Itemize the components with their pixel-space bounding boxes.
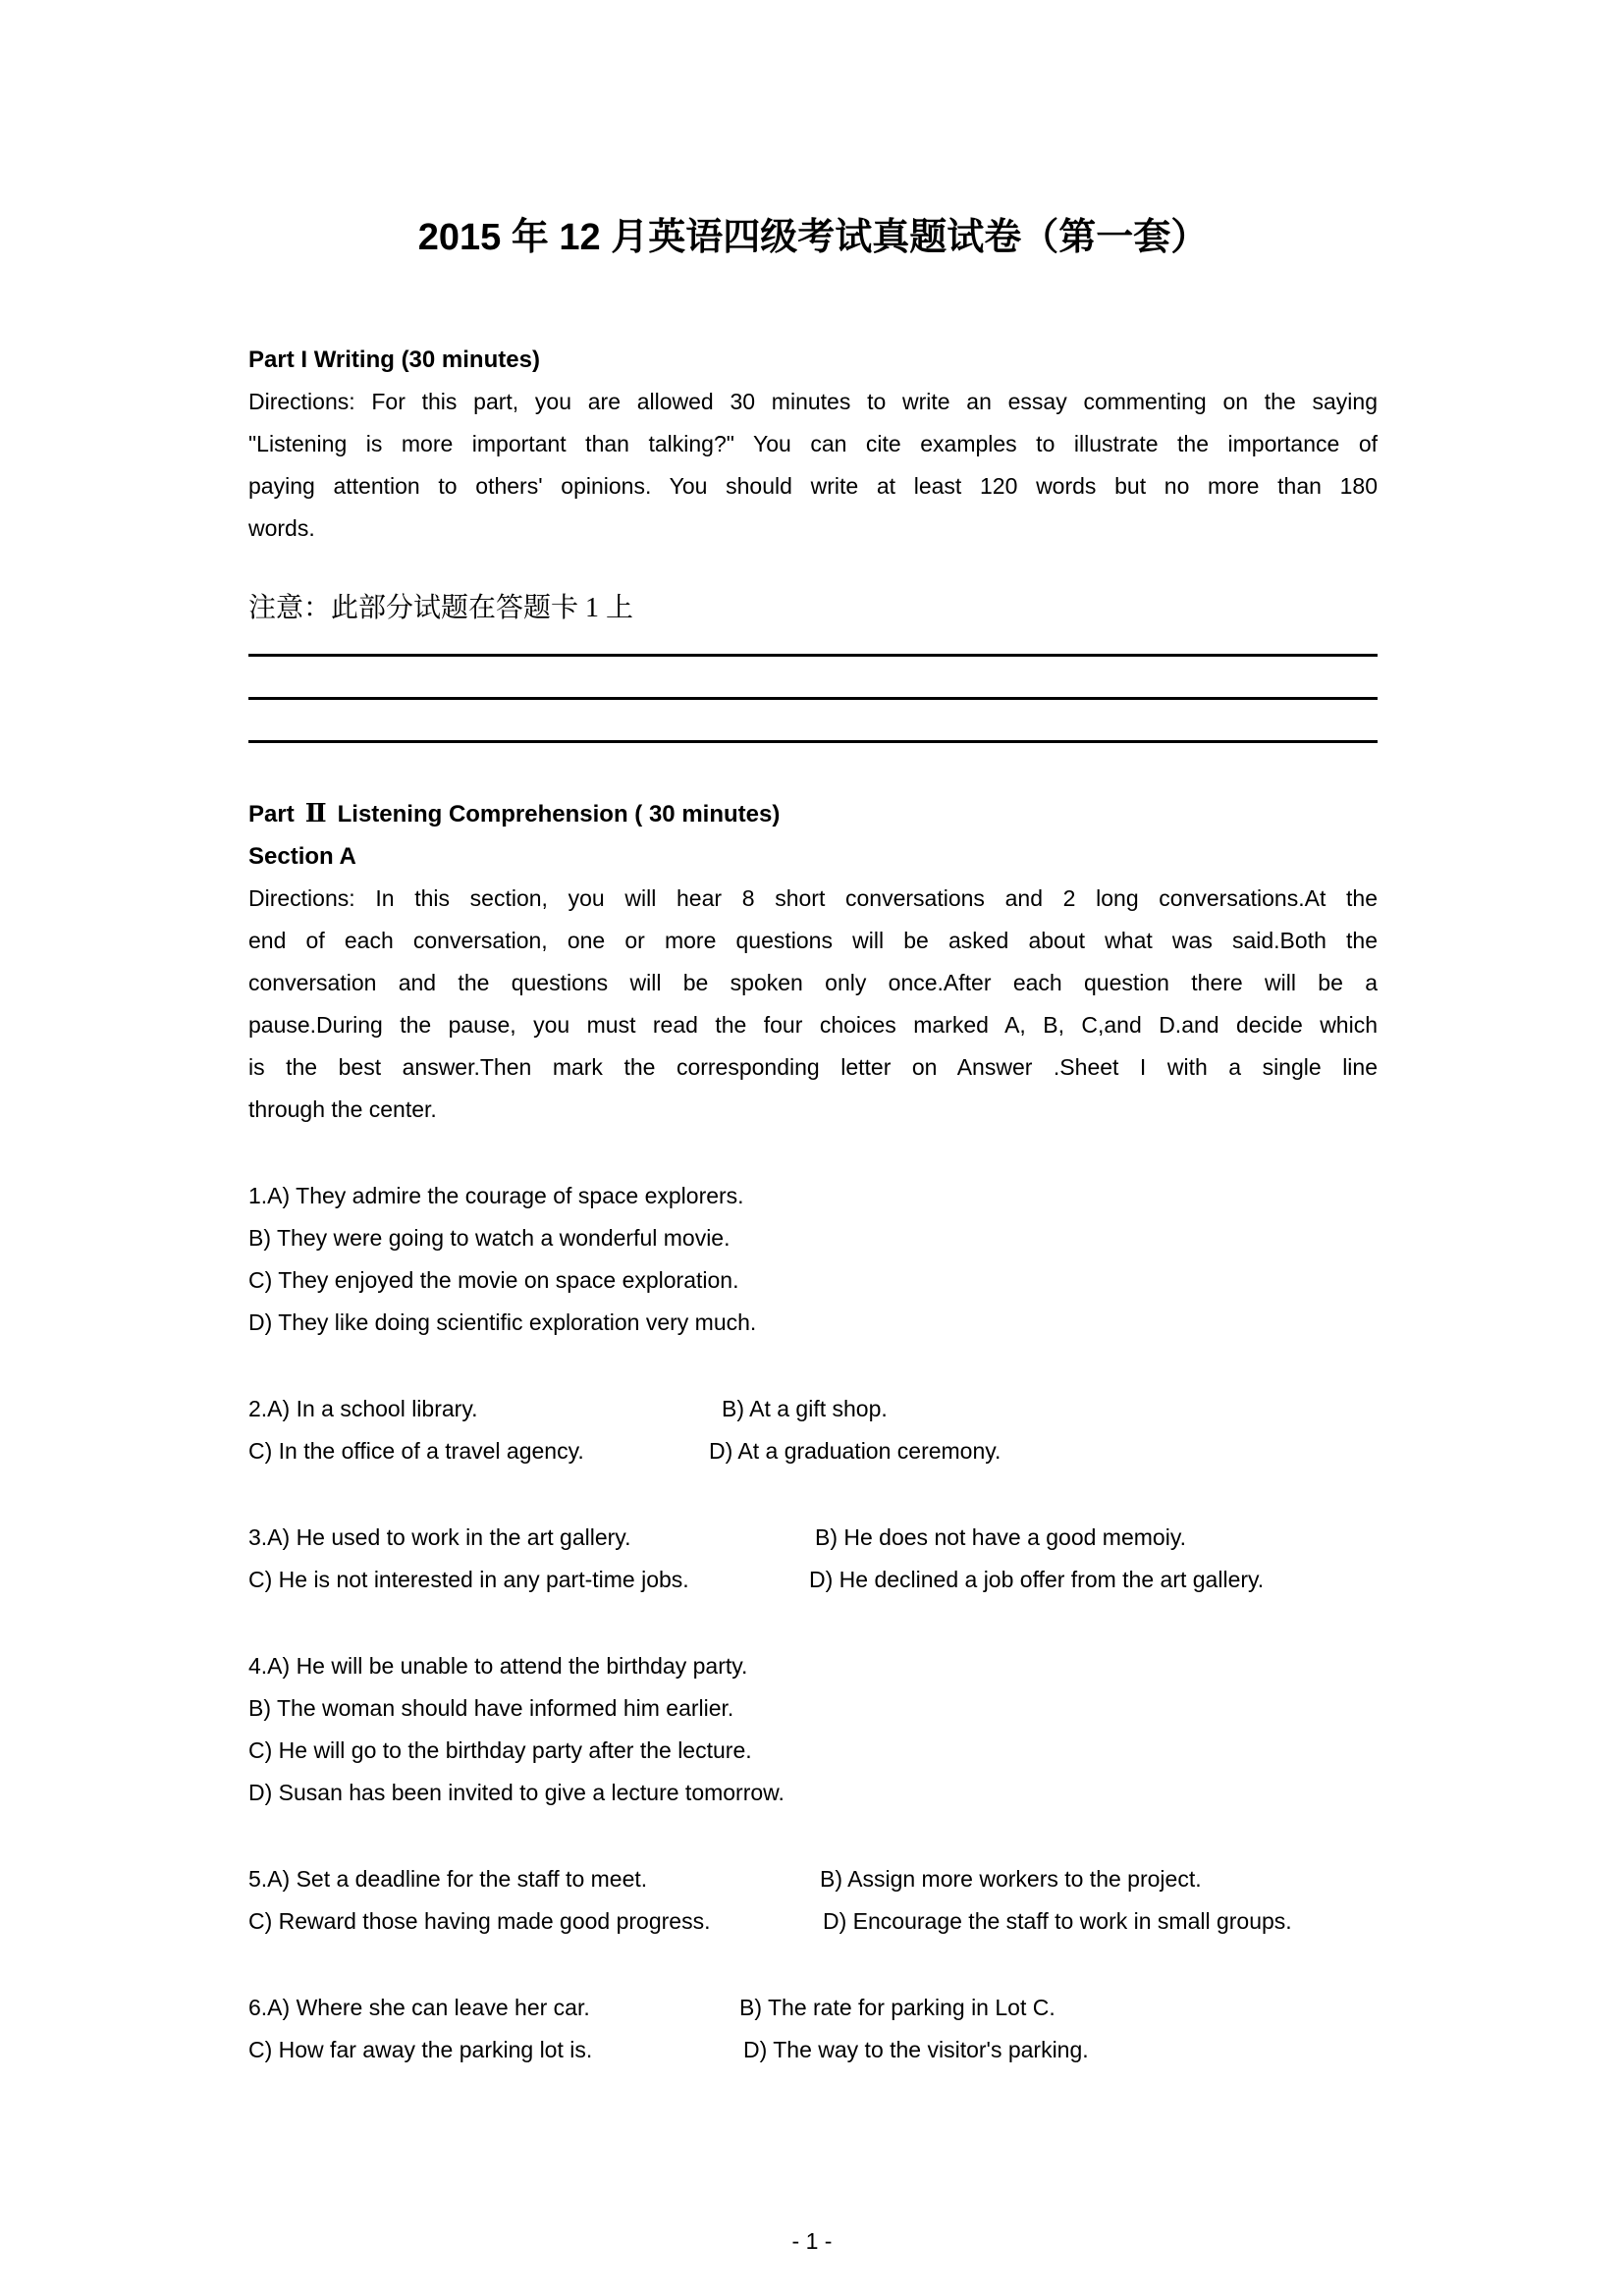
option: 4.A) He will be unable to attend the birthday party.: [248, 1653, 748, 1679]
option: 3.A) He used to work in the art gallery.: [248, 1524, 631, 1550]
option: B) The woman should have informed him earlier.: [248, 1695, 734, 1721]
option: C) He is not interested in any part-time jobs.: [248, 1567, 689, 1592]
listening-part-heading: [248, 793, 1378, 835]
writing-part-heading: Part I Writing (30 minutes): [248, 347, 540, 373]
option-row: [248, 1645, 1378, 1687]
listening-directions-line: through the center.: [248, 1096, 437, 1122]
question-6: [248, 1987, 1378, 2071]
option-row: [248, 1730, 1378, 1772]
listening-part-label: Part: [248, 801, 295, 828]
writing-directions: [248, 381, 1378, 550]
option: B) He does not have a good memoiy.: [815, 1524, 1187, 1550]
option: C) He will go to the birthday party after the lecture.: [248, 1737, 752, 1763]
answer-blank-line: [248, 740, 1378, 743]
option: C) In the office of a travel agency.: [248, 1438, 584, 1464]
listening-directions-line: pause.During the pause, you must read the four choices marked A, B, C,and D.and decide which: [248, 1012, 1378, 1038]
question-4: [248, 1645, 1378, 1814]
option-row: [248, 1175, 1378, 1217]
option: C) Reward those having made good progress.: [248, 1908, 711, 1934]
listening-directions-line: end of each conversation, one or more questions will be asked about what was said.Both the: [248, 928, 1378, 953]
listening-part-title: Listening Comprehension ( 30 minutes): [337, 801, 781, 828]
question-5: [248, 1858, 1378, 1943]
essay-answer-lines: [248, 654, 1378, 743]
writing-directions-line: "Listening is more important than talking?" You can cite examples to illustrate the importance of: [248, 431, 1378, 456]
option: D) They like doing scientific exploration very much.: [248, 1309, 757, 1335]
option: D) At a graduation ceremony.: [709, 1438, 1001, 1464]
question-2: [248, 1388, 1378, 1472]
option-row: [248, 1430, 1378, 1472]
option-row: [248, 1302, 1378, 1344]
option: 5.A) Set a deadline for the staff to meet.: [248, 1866, 648, 1892]
option: 1.A) They admire the courage of space explorers.: [248, 1183, 744, 1208]
option-row: [248, 1517, 1378, 1559]
option-row: [248, 1900, 1378, 1943]
question-3: [248, 1517, 1378, 1601]
option: D) The way to the visitor's parking.: [743, 2037, 1089, 2062]
option: B) Assign more workers to the project.: [820, 1866, 1202, 1892]
option: 2.A) In a school library.: [248, 1396, 478, 1421]
page-title: 2015 年 12 月英语四级考试真题试卷（第一套）: [417, 217, 1209, 258]
option-row: [248, 1259, 1378, 1302]
option: D) He declined a job offer from the art gallery.: [809, 1567, 1265, 1592]
answer-blank-line: [248, 697, 1378, 700]
page-number: - 1 -: [791, 2228, 833, 2254]
writing-answer-note: 注意：此部分试题在答题卡 1 上: [248, 593, 634, 623]
listening-directions-line: is the best answer.Then mark the corresponding letter on Answer .Sheet I with a single line: [248, 1054, 1378, 1080]
option: C) They enjoyed the movie on space exploration.: [248, 1267, 739, 1293]
option-row: [248, 1217, 1378, 1259]
listening-directions-line: conversation and the questions will be spoken only once.After each question there will be a: [248, 970, 1378, 995]
option: C) How far away the parking lot is.: [248, 2037, 593, 2062]
option: D) Encourage the staff to work in small groups.: [823, 1908, 1292, 1934]
option: B) They were going to watch a wonderful movie.: [248, 1225, 731, 1251]
option-row: [248, 1987, 1378, 2029]
question-1: [248, 1175, 1378, 1344]
part-roman-numeral: Ⅱ: [304, 799, 327, 828]
writing-directions-line: paying attention to others' opinions. You should write at least 120 words but no more than 180: [248, 473, 1378, 499]
option: D) Susan has been invited to give a lecture tomorrow.: [248, 1780, 785, 1805]
option: B) The rate for parking in Lot C.: [739, 1995, 1056, 2020]
option-row: [248, 1772, 1378, 1814]
writing-directions-line: Directions: For this part, you are allowed 30 minutes to write an essay commenting on the saying: [248, 389, 1378, 414]
option-row: [248, 1687, 1378, 1730]
option-row: [248, 1388, 1378, 1430]
writing-directions-line: words.: [248, 515, 315, 541]
option: 6.A) Where she can leave her car.: [248, 1995, 590, 2020]
answer-blank-line: [248, 654, 1378, 657]
listening-directions: [248, 878, 1378, 1131]
option-row: [248, 1559, 1378, 1601]
option-row: [248, 2029, 1378, 2071]
option-row: [248, 1858, 1378, 1900]
listening-directions-line: Directions: In this section, you will hear 8 short conversations and 2 long conversations.At the: [248, 885, 1378, 911]
option: B) At a gift shop.: [722, 1396, 888, 1421]
section-a-heading: Section A: [248, 843, 356, 870]
